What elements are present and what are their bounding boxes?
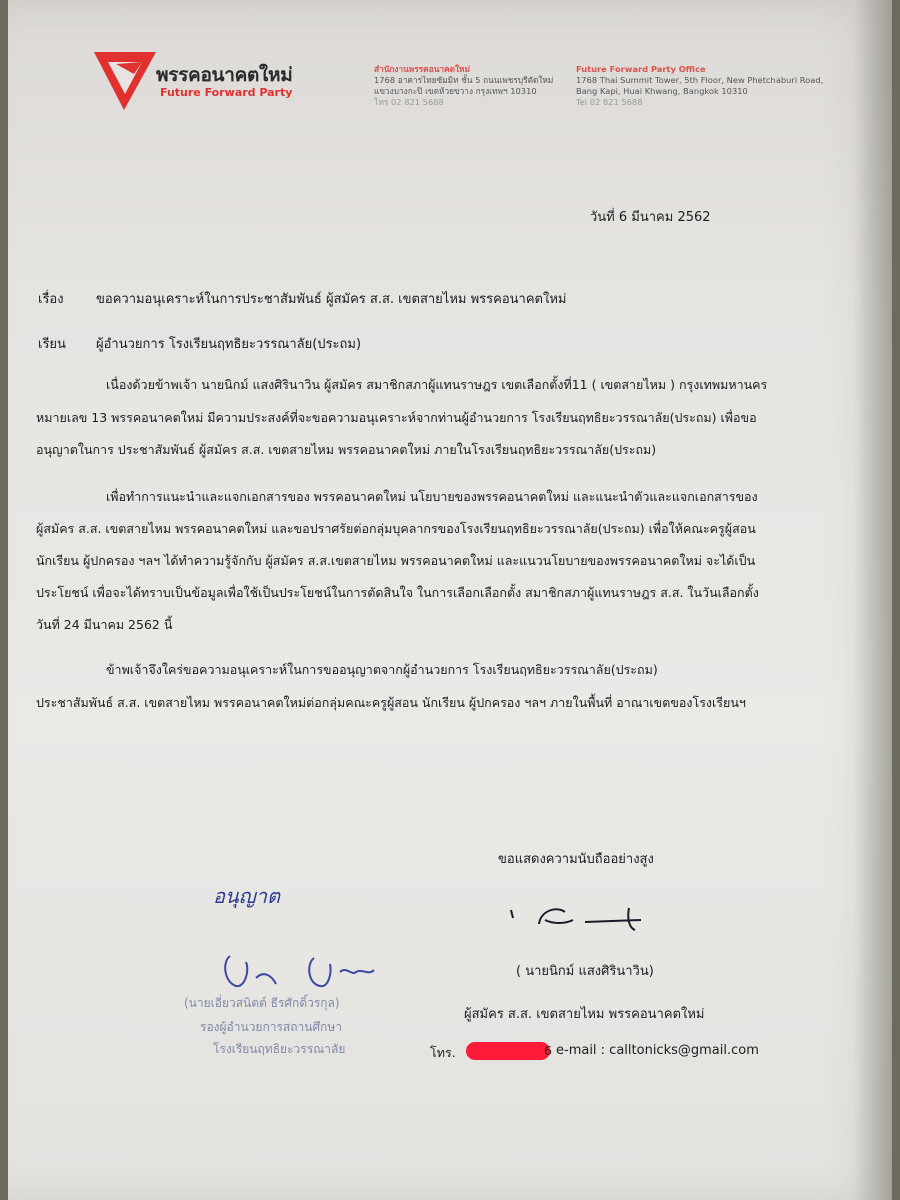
approval-handwritten-text: อนุญาต (213, 884, 280, 908)
subject-text: ขอความอนุเคราะห์ในการประชาสัมพันธ์ ผู้สมัคร ส.ส. เขตสายไหม พรรคอนาคตใหม่ (96, 292, 567, 307)
office-phone-thai: โทร 02 821 5688 (374, 97, 444, 107)
signer-email: e-mail : calltonicks@gmail.com (556, 1043, 759, 1058)
paragraph2-line1: เพื่อทำการแนะนำและแจกเอกสารของ พรรคอนาคตใหม่ นโยบายของพรรคอนาคตใหม่ และแนะนำตัวและแจกเอกสารของ (106, 489, 758, 504)
letter-sheet (8, 0, 892, 1200)
paragraph2-line5: วันที่ 24 มีนาคม 2562 นี้ (36, 617, 173, 632)
letter-date: วันที่ 6 มีนาคม 2562 (590, 210, 711, 225)
signer-signature (501, 898, 661, 938)
office-phone-english: Tel 02 821 5688 (576, 97, 643, 107)
paragraph1-line3: อนุญาตในการ ประชาสัมพันธ์ ผู้สมัคร ส.ส. เขตสายไหม พรรคอนาคตใหม่ ภายในโรงเรียนฤทธิยะวรรณาลัย(ประถม) (36, 442, 657, 457)
approver-name: (นายเอี่ยวสนิตต์ ธีรศักดิ์วรกุล) (184, 996, 340, 1010)
office-title-thai: สำนักงานพรรคอนาคตใหม่ (374, 64, 470, 74)
closing-text: ขอแสดงความนับถืออย่างสูง (498, 852, 654, 867)
approver-signature (216, 952, 396, 994)
paragraph3-line1: ข้าพเจ้าจึงใคร่ขอความอนุเคราะห์ในการขออนุญาตจากผู้อำนวยการ โรงเรียนฤทธิยะวรรณาลัย(ประถม) (106, 662, 658, 677)
signer-name: ( นายนิกม์ แสงศิรินาวิน) (516, 964, 654, 979)
party-logo-icon (94, 48, 156, 112)
page-shadow (854, 0, 892, 1200)
paragraph2-line2: ผู้สมัคร ส.ส. เขตสายไหม พรรคอนาคตใหม่ และขอปราศรัยต่อกลุ่มบุคลากรของโรงเรียนฤทธิยะวรรณาลัย(ประถม) เพื่อให้คณะครูผู้สอน (36, 521, 756, 536)
phone-label: โทร. (430, 1045, 456, 1060)
recipient-text: ผู้อำนวยการ โรงเรียนฤทธิยะวรรณาลัย(ประถม) (96, 337, 362, 352)
approver-title-1: รองผู้อำนวยการสถานศึกษา (200, 1020, 342, 1034)
office-line1-thai: 1768 อาคารไทยซัมมิท ชั้น 5 ถนนเพชรบุรีตัดใหม่ (374, 75, 554, 85)
approver-title-2: โรงเรียนฤทธิยะวรรณาลัย (213, 1042, 346, 1056)
recipient-label: เรียน (38, 337, 66, 352)
office-line1-english: 1768 Thai Summit Tower, 5th Floor, New Phetchaburi Road, (576, 75, 824, 85)
subject-label: เรื่อง (38, 292, 64, 307)
phone-redaction (466, 1042, 550, 1060)
phone-suffix: 6 (544, 1043, 552, 1058)
paragraph1-line1: เนื่องด้วยข้าพเจ้า นายนิกม์ แสงศิรินาวิน ผู้สมัคร สมาชิกสภาผู้แทนราษฎร เขตเลือกตั้งที่11 ( เขตสายไหม ) กรุงเทพมหานคร (106, 377, 768, 392)
paragraph3-line2: ประชาสัมพันธ์ ส.ส. เขตสายไหม พรรคอนาคตใหม่ต่อกลุ่มคณะครูผู้สอน นักเรียน ผู้ปกครอง ฯลฯ ภายในพื้นที่ อาณาเขตของโรงเรียนฯ (36, 695, 746, 710)
paragraph1-line2: หมายเลข 13 พรรคอนาคตใหม่ มีความประสงค์ที่จะขอความอนุเคราะห์จากท่านผู้อำนวยการ โรงเรียนฤทธิยะวรรณาลัย(ประถม) เพื่อขอ (36, 410, 757, 425)
office-address-thai (374, 64, 553, 108)
paragraph2-line3: นักเรียน ผู้ปกครอง ฯลฯ ได้ทำความรู้จักกับ ผู้สมัคร ส.ส.เขตสายไหม พรรคอนาคตใหม่ และแนวนโยบายของพรรคอนาคตใหม่ จะได้เป็น (36, 553, 756, 568)
approval-handwritten (213, 880, 280, 912)
office-line2-english: Bang Kapi, Huai Khwang, Bangkok 10310 (576, 86, 748, 96)
office-address-english (576, 64, 823, 108)
party-name-thai: พรรคอนาคตใหม่ (156, 64, 293, 86)
office-title-english: Future Forward Party Office (576, 64, 706, 74)
signer-position: ผู้สมัคร ส.ส. เขตสายไหม พรรคอนาคตใหม่ (464, 1007, 705, 1022)
paragraph2-line4: ประโยชน์ เพื่อจะได้ทราบเป็นข้อมูลเพื่อใช้เป็นประโยชน์ในการตัดสินใจ ในการเลือกเลือกตั้ง สมาชิกสภาผู้แทนราษฎร ส.ส. ในวันเลือกตั้ง (36, 585, 759, 600)
office-line2-thai: แขวงบางกะปิ เขตห้วยขวาง กรุงเทพฯ 10310 (374, 86, 537, 96)
party-name-english: Future Forward Party (160, 86, 293, 99)
